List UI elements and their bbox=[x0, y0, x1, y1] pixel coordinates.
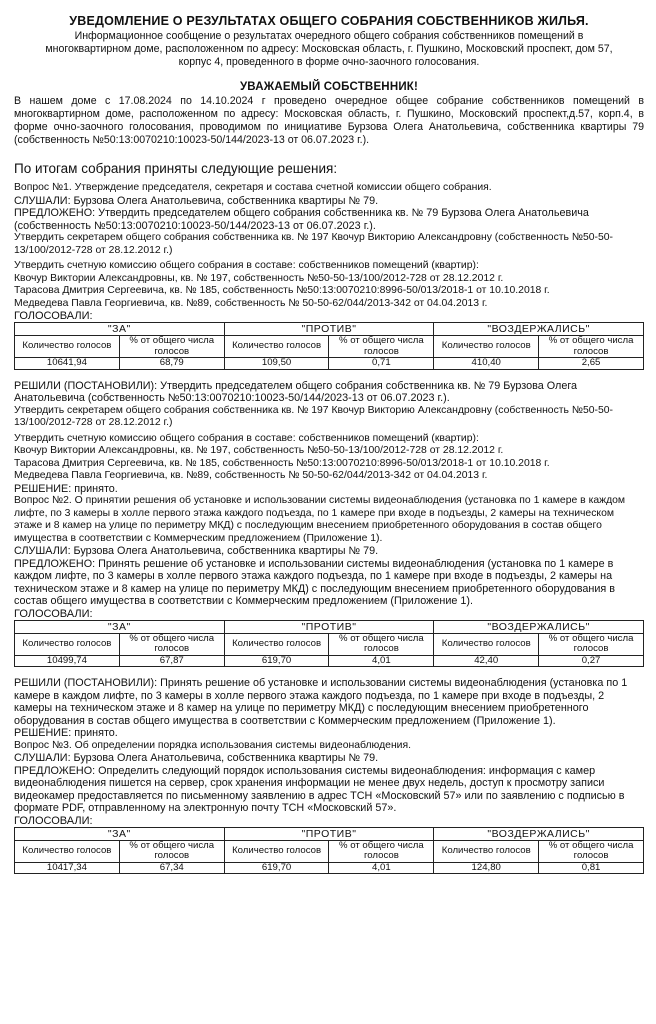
count-header: Количество голосов bbox=[15, 336, 120, 358]
abstain-count: 410,40 bbox=[434, 358, 539, 370]
document-title: УВЕДОМЛЕНИЕ О РЕЗУЛЬТАТАХ ОБЩЕГО СОБРАНИЯ СОБСТВЕННИКОВ ЖИЛЬЯ. bbox=[69, 14, 589, 28]
votes-against-header: "ПРОТИВ" bbox=[224, 323, 434, 336]
q1-heard: СЛУШАЛИ: Бурзова Олега Анатольевича, собственника квартиры № 79. bbox=[14, 194, 379, 207]
for-percent: 68,79 bbox=[119, 358, 224, 370]
votes-abstain-header: "ВОЗДЕРЖАЛИСЬ" bbox=[434, 323, 644, 336]
q1-question: Вопрос №1. Утверждение председателя, секретаря и состава счетной комиссии общего собрания. bbox=[14, 182, 492, 193]
percent-header: % от общего числа голосов bbox=[539, 336, 644, 358]
q1-votes-table bbox=[14, 322, 644, 370]
q1-member-3: Медведева Павла Георгиевича, кв. №89, собственность № 50-50-62/044/2013-342 от 04.04.2013 г. bbox=[14, 297, 488, 309]
votes-against-header: "ПРОТИВ" bbox=[224, 620, 434, 633]
percent-header: % от общего числа голосов bbox=[539, 633, 644, 655]
q1-proposed: ПРЕДЛОЖЕНО: Утвердить председателем общего собрания собственника кв. № 79 Бурзова Олега Анатольевича (собственность №50:13:0070210:10023-50/144/2023-13 от 06.07.2023 г.). bbox=[14, 207, 589, 232]
percent-header: % от общего числа голосов bbox=[119, 336, 224, 358]
count-header: Количество голосов bbox=[224, 840, 329, 862]
against-count: 109,50 bbox=[224, 358, 329, 370]
against-count: 619,70 bbox=[224, 862, 329, 874]
votes-against-header: "ПРОТИВ" bbox=[224, 827, 434, 840]
q1-decision: РЕШЕНИЕ: принято. bbox=[14, 482, 118, 495]
count-header: Количество голосов bbox=[15, 633, 120, 655]
against-count: 619,70 bbox=[224, 655, 329, 667]
for-percent: 67,87 bbox=[119, 655, 224, 667]
abstain-percent: 2,65 bbox=[539, 358, 644, 370]
q2-proposed: ПРЕДЛОЖЕНО: Принять решение об установке и использовании системы видеонаблюдения (установка по 1 камере в каждом лифте, по 3 камеры в холле первого этажа каждого подъезда, по 1 камере при входе в подъезды, 2 камеры на техническом этаже и 8 камер на улице по периметру МКД) с последующим внесением приобретенного оборудования в состав общего имущества в соответствии с Коммерческим предложением (Приложение 1). bbox=[14, 557, 615, 607]
results-heading-text: По итогам собрания приняты следующие решения: bbox=[14, 161, 338, 176]
count-header: Количество голосов bbox=[434, 633, 539, 655]
votes-abstain-header: "ВОЗДЕРЖАЛИСЬ" bbox=[434, 620, 644, 633]
question-1-section bbox=[14, 182, 644, 495]
for-percent: 67,34 bbox=[119, 862, 224, 874]
q3-voted-label: ГОЛОСОВАЛИ: bbox=[14, 814, 93, 827]
against-percent: 4,01 bbox=[329, 655, 434, 667]
percent-header: % от общего числа голосов bbox=[119, 633, 224, 655]
votes-for-header: "ЗА" bbox=[15, 323, 225, 336]
percent-header: % от общего числа голосов bbox=[329, 336, 434, 358]
q2-votes-table bbox=[14, 620, 644, 668]
greeting: УВАЖАЕМЫЙ СОБСТВЕННИК! bbox=[239, 81, 419, 93]
for-count: 10641,94 bbox=[15, 358, 120, 370]
q2-resolved: РЕШИЛИ (ПОСТАНОВИЛИ): Принять решение об установке и использовании системы видеонаблюдения (установка по 1 камере в каждом лифте, по 3 камеры в холле первого этажа каждого подъезда, по 1 камере при входе в подъезды, 2 камеры на техническом этаже и 8 камер на улице по периметру МКД) с последующим внесением приобретенного оборудования в состав общего имущества в соответствии с Коммерческим предложением (Приложение 1). bbox=[14, 677, 628, 727]
abstain-percent: 0,81 bbox=[539, 862, 644, 874]
abstain-count: 124,80 bbox=[434, 862, 539, 874]
q3-heard: СЛУШАЛИ: Бурзова Олега Анатольевича, собственника квартиры № 79. bbox=[14, 752, 379, 764]
q2-decision: РЕШЕНИЕ: принято. bbox=[14, 727, 118, 739]
q3-votes-table bbox=[14, 827, 644, 875]
q3-proposed: ПРЕДЛОЖЕНО: Определить следующий порядок использования системы видеонаблюдения: информация с камер видеонаблюдения пишется на сервер, срок хранения информации не менее двух недель, доступ к просмотру записи видеокамер предоставляется по письменному заявлению в адрес ТСН «Московский 57» или по заявлению с подписью в формате PDF, отправленному на электронную почту ТСН «Московский 57». bbox=[14, 764, 625, 814]
abstain-percent: 0,27 bbox=[539, 655, 644, 667]
question-2-section bbox=[14, 495, 644, 740]
question-3-section bbox=[14, 740, 644, 875]
count-header: Количество голосов bbox=[434, 336, 539, 358]
q1-commission: Утвердить счетную комиссию общего собрания в составе: собственников помещений (квартир): bbox=[14, 260, 479, 271]
q2-voted-label: ГОЛОСОВАЛИ: bbox=[14, 607, 93, 620]
votes-abstain-header: "ВОЗДЕРЖАЛИСЬ" bbox=[434, 827, 644, 840]
intro-paragraph: В нашем доме с 17.08.2024 по 14.10.2024 г проведено очередное общее собрание собственников помещений в многоквартирном доме, расположенном по адресу: Московская область, г. Пушкино, Московский проспект,д.57, корп.4, в форме очно-заочного голосования, проводимом по инициативе Бурзова Олега Анатольевича, собственника квартиры 79 (собственность №50:13:0070210:10023-50/144/2023-13 от 06.07.2023 г.). bbox=[14, 95, 644, 146]
percent-header: % от общего числа голосов bbox=[539, 840, 644, 862]
against-percent: 4,01 bbox=[329, 862, 434, 874]
q1-secretary: Утвердить секретарем общего собрания собственника кв. № 197 Квочур Викторию Александровну (собственность №50-50-13/100/2012-728 от 28.12.2012 г.) bbox=[14, 232, 614, 256]
percent-header: % от общего числа голосов bbox=[329, 840, 434, 862]
percent-header: % от общего числа голосов bbox=[119, 840, 224, 862]
document-subtitle: Информационное сообщение о результатах очередного общего собрания собственников помещений в многоквартирном доме, расположенном по адресу: Московская область, г. Пушкино, Московский проспект, дом 57, корпус 4, проведенного в форме очно-заочного голосования. bbox=[45, 30, 613, 68]
against-percent: 0,71 bbox=[329, 358, 434, 370]
count-header: Количество голосов bbox=[15, 840, 120, 862]
results-heading bbox=[14, 161, 644, 176]
q2-heard: СЛУШАЛИ: Бурзова Олега Анатольевича, собственника квартиры № 79. bbox=[14, 545, 379, 557]
votes-for-header: "ЗА" bbox=[15, 620, 225, 633]
q1-resolved-commission: Утвердить счетную комиссию общего собрания в составе: собственников помещений (квартир): bbox=[14, 432, 479, 444]
q1-resolved: РЕШИЛИ (ПОСТАНОВИЛИ): Утвердить председателем общего собрания собственника кв. № 79 Бурзова Олега Анатольевича (собственность №50:13:0070210:10023-50/144/2023-13 от 06.07.2023 г.). bbox=[14, 379, 578, 404]
q1-resolved-secretary: Утвердить секретарем общего собрания собственника кв. № 197 Квочур Викторию Александровну (собственность №50-50-13/100/2012-728 от 28.12.2012 г.) bbox=[14, 404, 614, 428]
votes-for-header: "ЗА" bbox=[15, 827, 225, 840]
q2-question: Вопрос №2. О принятии решения об установке и использовании системы видеонаблюдения (установка по 1 камере в каждом лифте, по 3 камеры в холле первого этажа каждого подъезда, по 1 камере при входе в подъезды, 2 камеры на техническом этаже и 8 камер на улице по периметру МКД) с последующим внесением приобретенного оборудования в состав общего имущества в соответствии с Коммерческим предложением (Приложение 1). bbox=[14, 495, 626, 544]
for-count: 10417,34 bbox=[15, 862, 120, 874]
q1-resolved-member-3: Медведева Павла Георгиевича, кв. №89, собственность № 50-50-62/044/2013-342 от 04.04.2013 г. bbox=[14, 470, 488, 481]
q1-resolved-member-2: Тарасова Дмитрия Сергеевича, кв. № 185, собственность №50:13:0070210:8996-50/013/2018-1 от 10.10.2018 г. bbox=[14, 457, 550, 469]
for-count: 10499,74 bbox=[15, 655, 120, 667]
count-header: Количество голосов bbox=[224, 336, 329, 358]
count-header: Количество голосов bbox=[434, 840, 539, 862]
count-header: Количество голосов bbox=[224, 633, 329, 655]
abstain-count: 42,40 bbox=[434, 655, 539, 667]
percent-header: % от общего числа голосов bbox=[329, 633, 434, 655]
q1-resolved-member-1: Квочур Виктории Александровны, кв. № 197, собственность №50-50-13/100/2012-728 от 28.12.2012 г. bbox=[14, 445, 504, 456]
q3-question: Вопрос №3. Об определении порядка использования системы видеонаблюдения. bbox=[14, 739, 411, 751]
q1-member-1: Квочур Виктории Александровны, кв. № 197, собственность №50-50-13/100/2012-728 от 28.12.2012 г. bbox=[14, 272, 504, 284]
q1-voted-label: ГОЛОСОВАЛИ: bbox=[14, 310, 93, 322]
q1-member-2: Тарасова Дмитрия Сергеевича, кв. № 185, собственность №50:13:0070210:8996-50/013/2018-1 от 10.10.2018 г. bbox=[14, 285, 550, 296]
